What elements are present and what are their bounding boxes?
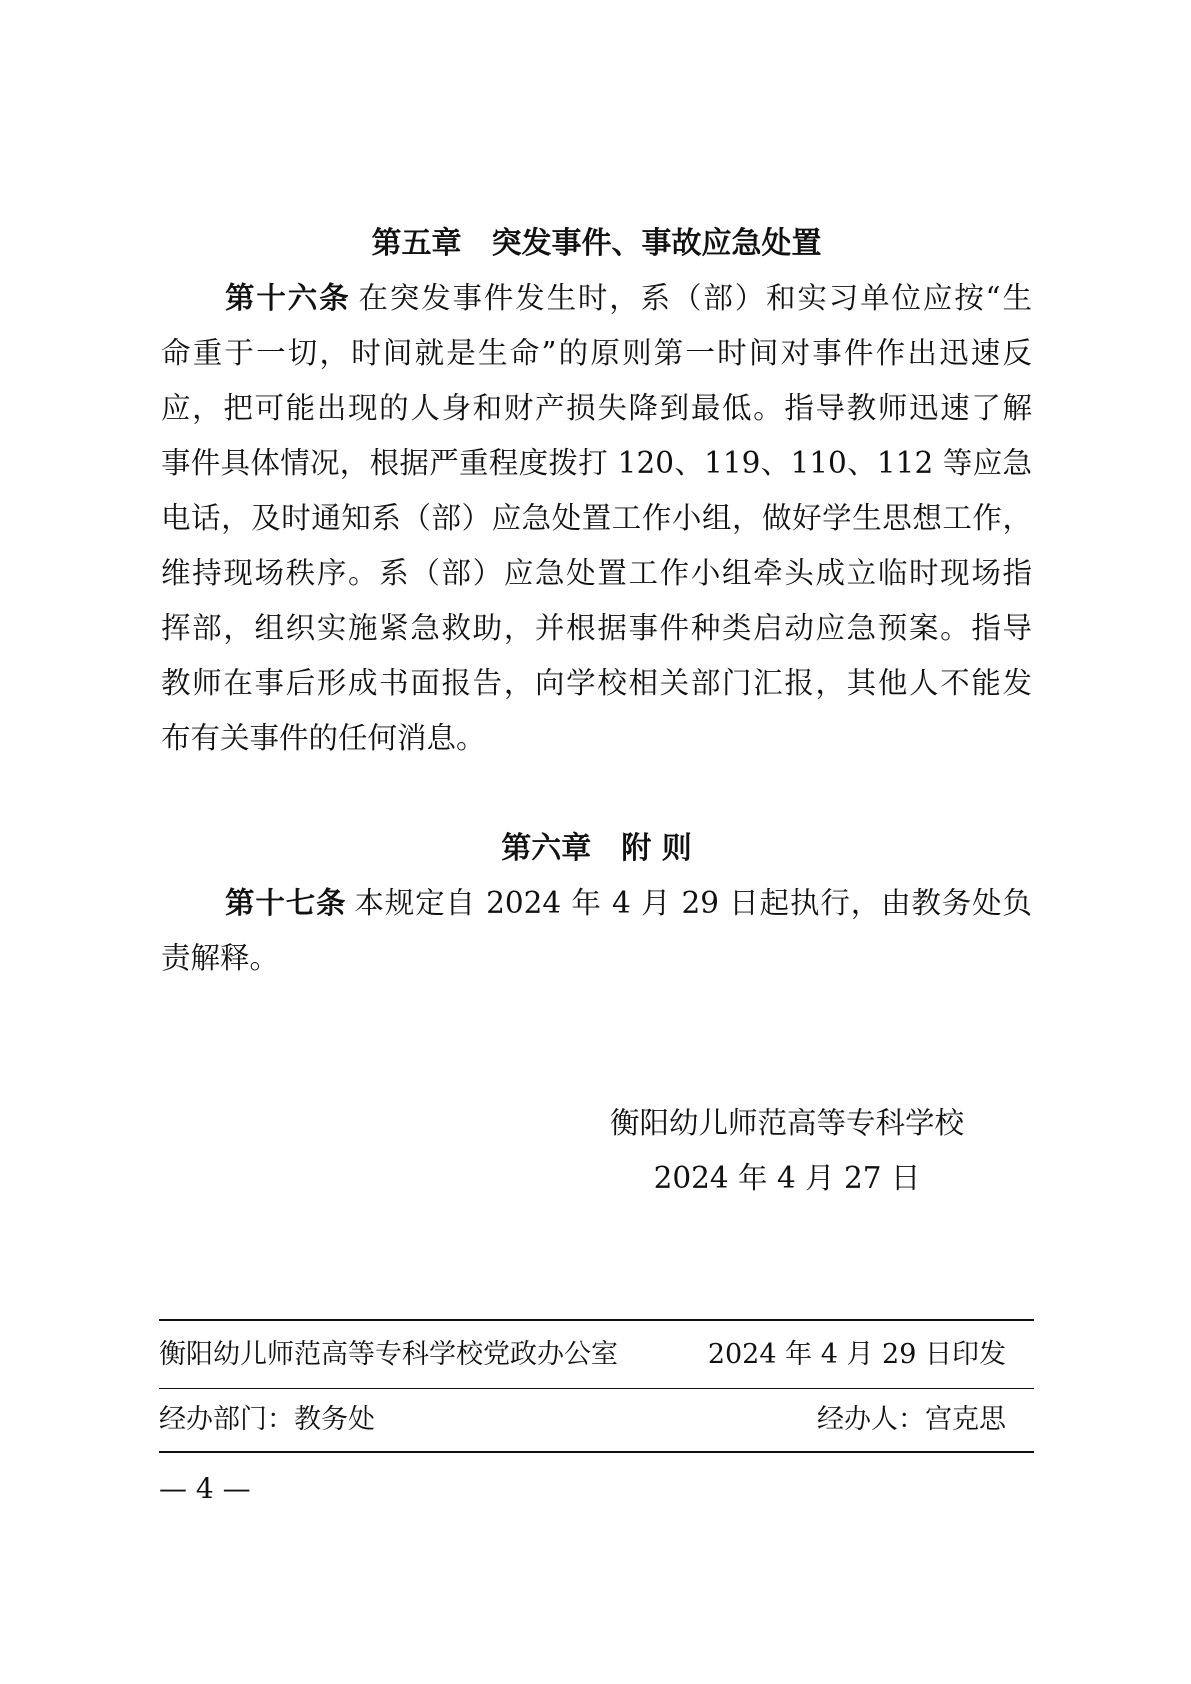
signature-date: 2024 年 4 月 27 日 bbox=[653, 1161, 921, 1195]
paragraph-line: 教师在事后形成书面报告，向学校相关部门汇报，其他人不能发 bbox=[161, 666, 1032, 700]
blank-line bbox=[161, 986, 1032, 1041]
blank-line bbox=[161, 1041, 1032, 1096]
signature-organization: 衡阳幼儿师范高等专科学校 bbox=[609, 1106, 964, 1140]
paragraph-line: 维持现场秩序。系（部）应急处置工作小组牵头成立临时现场指 bbox=[161, 556, 1032, 590]
chapter-5-heading: 第五章 突发事件、事故应急处置 bbox=[371, 226, 822, 261]
paragraph-line: 事件具体情况，根据严重程度拨打 120、119、110、112 等应急 bbox=[161, 446, 1032, 480]
article-17-first-line bbox=[161, 876, 1032, 931]
paragraph-line: 挥部，组织实施紧急救助，并根据事件种类启动应急预案。指导 bbox=[161, 611, 1032, 645]
paragraph-line-text: 本规定自 2024 年 4 月 29 日起执行，由教务处负 bbox=[354, 886, 1032, 920]
paragraph-line: 责解释。 bbox=[161, 941, 280, 975]
paragraph-line: 应，把可能出现的人身和财产损失降到最低。指导教师迅速了解 bbox=[161, 391, 1032, 425]
chapter-6-heading: 第六章 附 则 bbox=[501, 831, 692, 866]
paragraph-line: 电话，及时通知系（部）应急处置工作小组，做好学生思想工作， bbox=[161, 501, 1032, 535]
colophon-handler-row bbox=[159, 1400, 1034, 1440]
colophon-issue-row bbox=[159, 1335, 1034, 1375]
blank-line bbox=[161, 766, 1032, 821]
document-body bbox=[161, 216, 1032, 1206]
issue-date: 2024 年 4 月 29 日印发 bbox=[707, 1339, 1006, 1370]
paragraph-line-text: 在突发事件发生时，系（部）和实习单位应按“生 bbox=[358, 281, 1032, 315]
signature-block bbox=[599, 1096, 975, 1206]
article-16-label: 第十六条 bbox=[225, 281, 351, 315]
colophon-bottom-rule bbox=[159, 1451, 1034, 1453]
colophon-top-rule bbox=[159, 1319, 1034, 1321]
issuing-office: 衡阳幼儿师范高等专科学校党政办公室 bbox=[159, 1339, 618, 1370]
paragraph-line: 命重于一切，时间就是生命”的原则第一时间对事件作出迅速反 bbox=[161, 336, 1032, 370]
handling-department: 经办部门：教务处 bbox=[159, 1404, 375, 1435]
page-number: — 4 — bbox=[159, 1472, 251, 1505]
handler: 经办人：宫克思 bbox=[817, 1404, 1006, 1435]
colophon-middle-rule bbox=[159, 1388, 1034, 1389]
article-17-label: 第十七条 bbox=[225, 886, 347, 920]
article-16-first-line bbox=[161, 271, 1032, 326]
paragraph-line: 布有关事件的任何消息。 bbox=[161, 721, 486, 755]
